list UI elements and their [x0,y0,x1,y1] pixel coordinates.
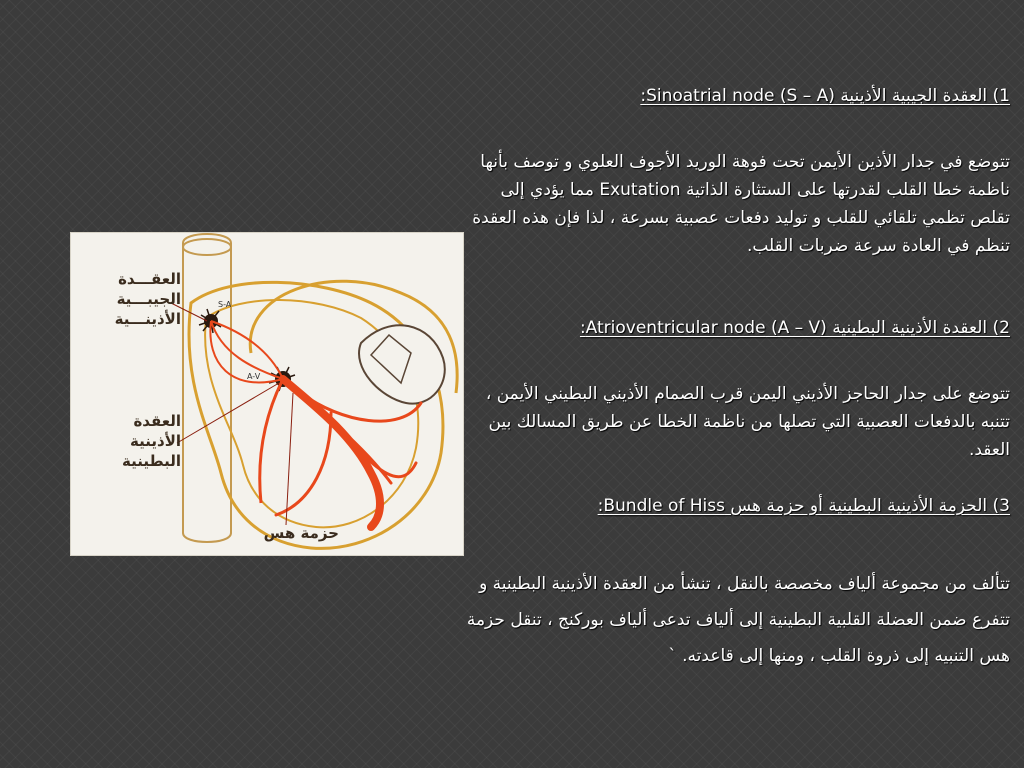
purkinje-fibers [276,387,421,515]
label-atrioventricular-node: العقدة الأذينية البطينية [122,412,181,470]
marker-sa: S-A [218,300,232,309]
paragraph-bundle-of-his: تتألف من مجموعة ألياف مخصصة بالنقل ، تنشأ من العقدة الأذينية البطينية و تتفرع ضمن العضلة القلبية البطينية إلى ألياف تدعى ألياف بوركنج ، تنقل حزمة هس التنبيه إلى ذروة القلب ، ومنها إلى قاعدته. ` [466,574,1010,666]
vena-cava-shape [183,234,231,542]
vena-cava-opening [183,239,231,255]
heart-conduction-figure [70,232,464,556]
label-sinoatrial-node: العقـــدة الجيبـــية الأذينـــية [114,270,181,328]
heading-bundle-of-his: 3) الحزمة الأذينية البطينية أو حزمة هس Bundle of Hiss: [597,496,1010,516]
paragraph-sinoatrial-node: تتوضع في جدار الأذين الأيمن تحت فوهة الوريد الأجوف العلوي و توصف بأنها ناظمة خطا القلب لقدرتها على الستثارة الذاتية Exutation مما يؤدي إلى تقلص تظمي تلقائي للقلب و توليد دفعات عصبية بسرعة ، لذا فإن هذه العقدة تنظم في العادة سرعة ضربات القلب. [472,152,1010,256]
heading-atrioventricular-node: 2) العقدة الأذينية البطينية (A – V) Atrioventricular node: [579,318,1010,338]
label-bundle-of-his: حزمة هس [263,524,339,542]
paragraph-atrioventricular-node: تتوضع على جدار الحاجز الأذيني اليمن قرب الصمام الأذيني البطيني الأيمن ، تتنبه بالدفعات العصبية التي تصلها من ناظمة الخطا عن طريق المسالك بين العقد. [485,384,1010,460]
heading-sinoatrial-node: 1) العقدة الجيبية الأذينية (Sinoatrial node (S – A: [640,86,1010,106]
marker-av: A-V [247,372,261,381]
left-branch [260,379,283,503]
